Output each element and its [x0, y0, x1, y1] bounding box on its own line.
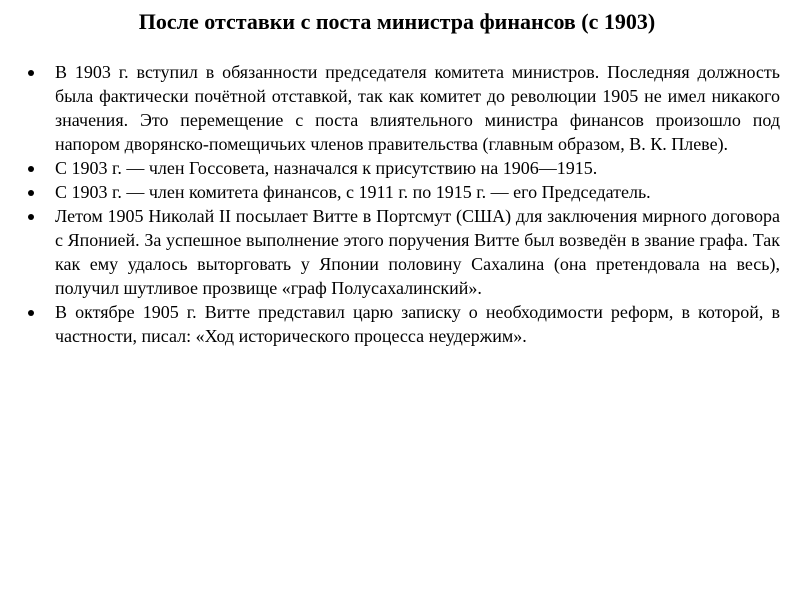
bullet-item	[28, 60, 780, 156]
bullet-text: Летом 1905 Николай II посылает Витте в Портсмут (США) для заключения мирного договора с Японией. За успешное выполнение этого поручения Витте был возведён в звание графа. Так как ему удалось выторговать у Японии половину Сахалина (она претендовала на весь), получил шутливое прозвище «граф Полусахалинский».	[55, 206, 780, 298]
bullet-text: С 1903 г. — член комитета финансов, с 1911 г. по 1915 г. — его Председатель.	[55, 182, 651, 202]
bullet-dot-icon	[28, 214, 34, 220]
bullet-item	[28, 180, 780, 204]
bullet-dot-icon	[28, 166, 34, 172]
bullet-dot-icon	[28, 310, 34, 316]
bullet-dot-icon	[28, 70, 34, 76]
bullet-item	[28, 204, 780, 300]
bullet-text: В октябре 1905 г. Витте представил царю записку о необходимости реформ, в которой, в частности, писал: «Ход исторического процесса неудержим».	[55, 302, 780, 346]
bullet-dot-icon	[28, 190, 34, 196]
bullet-item	[28, 300, 780, 348]
bullet-text: В 1903 г. вступил в обязанности председателя комитета министров. Последняя должность была фактически почётной отставкой, так как комитет до революции 1905 не имел никакого значения. Это перемещение с поста влиятельного министра финансов произошло под напором дворянско-помещичьих членов правительства (главным образом, В. К. Плеве).	[55, 62, 780, 154]
bullet-text: С 1903 г. — член Госсовета, назначался к присутствию на 1906—1915.	[55, 158, 598, 178]
bullet-list	[28, 60, 780, 348]
slide-title: После отставки с поста министра финансов (с 1903)	[138, 9, 656, 34]
bullet-item	[28, 156, 780, 180]
